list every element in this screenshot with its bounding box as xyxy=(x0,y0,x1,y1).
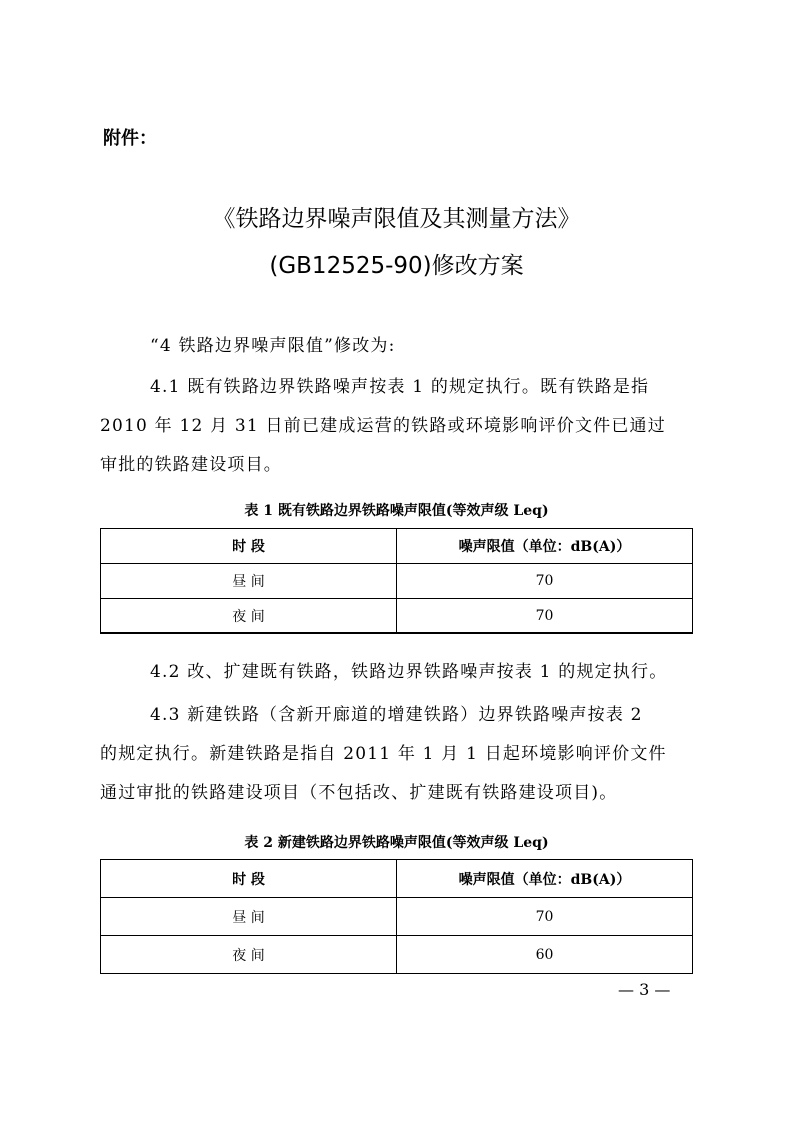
clause-4-1-line3: 审批的铁路建设项目。 xyxy=(100,455,282,475)
table-header-period: 时 段 xyxy=(101,860,397,898)
clause-4-1-line2: 2010 年 12 月 31 日前已建成运营的铁路或环境影响评价文件已通过 xyxy=(100,416,666,436)
table-header-period: 时 段 xyxy=(101,529,397,564)
clause-4-1-line1: 4.1 既有铁路边界铁路噪声按表 1 的规定执行。既有铁路是指 xyxy=(150,377,650,397)
table-cell-period: 昼 间 xyxy=(101,898,397,936)
table-row xyxy=(101,898,693,936)
table-cell-period: 昼 间 xyxy=(101,564,397,599)
page-number: — 3 — xyxy=(618,980,671,999)
table-header-row xyxy=(101,529,693,564)
table1-caption: 表 1 既有铁路边界铁路噪声限值(等效声级 Leq) xyxy=(244,503,549,519)
table-cell-value: 70 xyxy=(397,599,693,634)
table-row xyxy=(101,599,693,634)
document-title-line1: 《铁路边界噪声限值及其测量方法》 xyxy=(212,206,581,232)
document-title-line2: (GB12525-90)修改方案 xyxy=(269,253,524,279)
table-cell-value: 70 xyxy=(397,564,693,599)
attachment-label: 附件： xyxy=(103,128,157,149)
clause-4-2: 4.2 改、扩建既有铁路，铁路边界铁路噪声按表 1 的规定执行。 xyxy=(150,662,668,682)
table-row xyxy=(101,936,693,974)
clause-4-3-line3: 通过审批的铁路建设项目（不包括改、扩建既有铁路建设项目)。 xyxy=(100,783,618,803)
table2 xyxy=(100,859,693,974)
table-header-limit: 噪声限值（单位：dB(A)） xyxy=(397,529,693,564)
intro-paragraph: “4 铁路边界噪声限值”修改为: xyxy=(150,336,396,356)
clause-4-3-line1: 4.3 新建铁路（含新开廊道的增建铁路）边界铁路噪声按表 2 xyxy=(150,705,643,725)
table-cell-period: 夜 间 xyxy=(101,599,397,634)
table-cell-period: 夜 间 xyxy=(101,936,397,974)
table-row xyxy=(101,564,693,599)
table-header-limit: 噪声限值（单位：dB(A)） xyxy=(397,860,693,898)
table-cell-value: 60 xyxy=(397,936,693,974)
table2-caption: 表 2 新建铁路边界铁路噪声限值(等效声级 Leq) xyxy=(244,835,549,851)
clause-4-3-line2: 的规定执行。新建铁路是指自 2011 年 1 月 1 日起环境影响评价文件 xyxy=(100,744,667,764)
table1 xyxy=(100,528,693,634)
table-cell-value: 70 xyxy=(397,898,693,936)
table-header-row xyxy=(101,860,693,898)
